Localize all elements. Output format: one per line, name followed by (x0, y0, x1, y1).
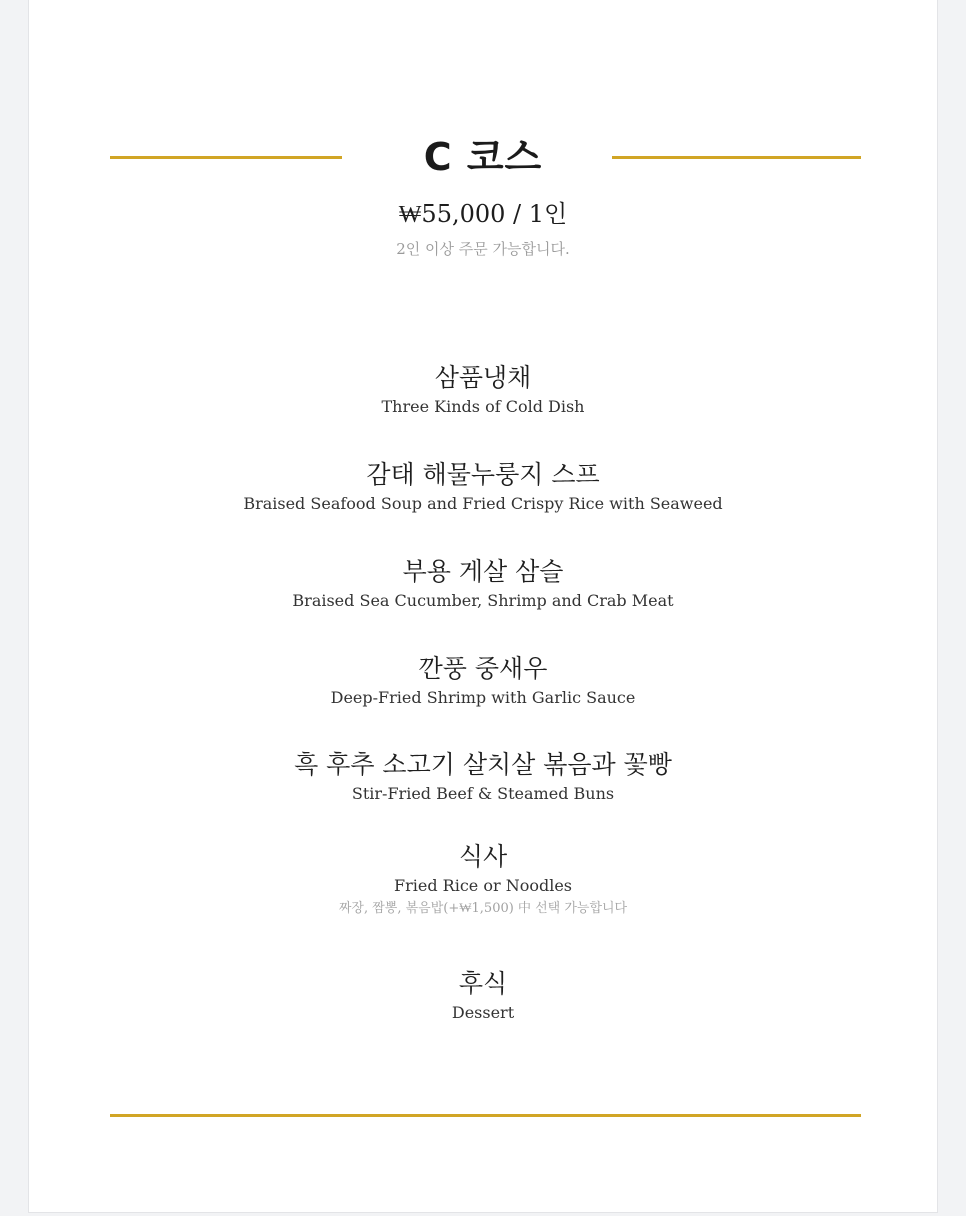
dish-name-english: Braised Sea Cucumber, Shrimp and Crab Meat (292, 591, 674, 610)
dish-name-korean: 삼품냉채 (434, 363, 532, 392)
bottom-rule (110, 1114, 861, 1117)
dish-item (29, 459, 937, 515)
dish-item (29, 968, 937, 1024)
dish-item (29, 556, 937, 612)
dish-name-korean: 감태 해물누룽지 스프 (366, 460, 600, 489)
order-note: 2인 이상 주문 가능합니다. (396, 240, 570, 258)
dish-name-english: Fried Rice or Noodles (393, 876, 572, 895)
dish-name-english: Braised Seafood Soup and Fried Crispy Rice with Seaweed (243, 494, 723, 513)
course-price: ₩55,000 / 1인 (398, 200, 568, 228)
dish-name-korean: 흑 후추 소고기 살치살 볶음과 꽃빵 (294, 750, 672, 779)
menu-page (28, 0, 938, 1213)
dish-name-english: Stir-Fried Beef & Steamed Buns (351, 784, 615, 803)
dish-name-english: Dessert (451, 1003, 515, 1022)
dish-option-note: 짜장, 짬뽕, 볶음밥(+₩1,500) 中 선택 가능합니다 (338, 901, 628, 916)
dish-item (29, 653, 937, 709)
dish-item (29, 841, 937, 919)
course-title: C 코스 (423, 135, 543, 179)
dish-name-korean: 부용 게살 삼슬 (402, 557, 564, 586)
dish-name-english: Deep-Fried Shrimp with Garlic Sauce (330, 688, 636, 707)
dish-name-korean: 후식 (458, 969, 508, 998)
dish-item (29, 749, 937, 805)
dish-item (29, 362, 937, 418)
dish-name-korean: 식사 (458, 842, 508, 871)
dish-name-korean: 깐풍 중새우 (418, 654, 548, 683)
dish-name-english: Three Kinds of Cold Dish (381, 397, 585, 416)
